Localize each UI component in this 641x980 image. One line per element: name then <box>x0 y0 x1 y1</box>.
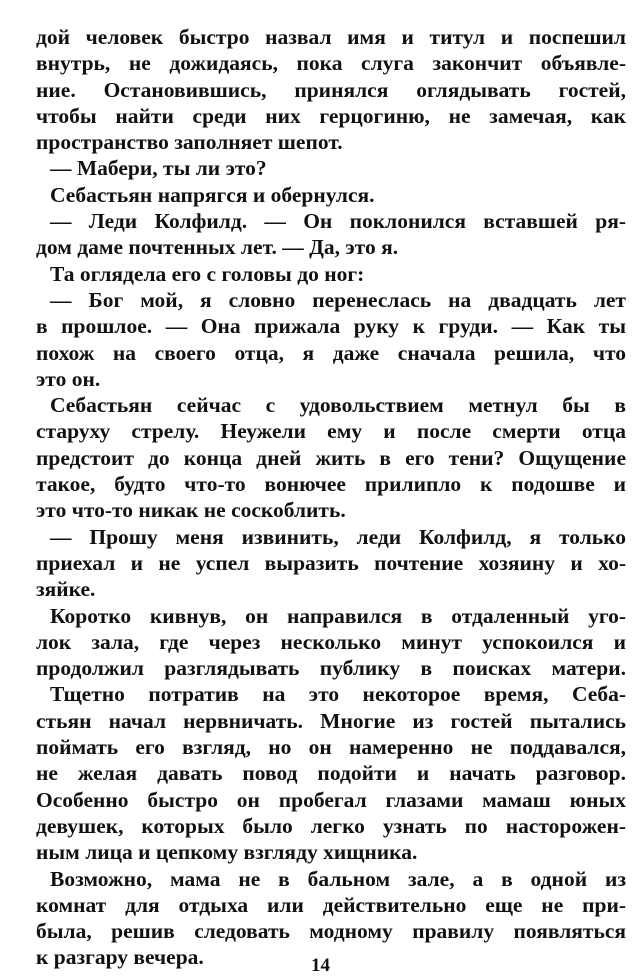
text-line: Себастьян напрягся и обернулся. <box>50 182 375 207</box>
text-line: чтобы найти среди них герцогиню, не замечая, как <box>36 103 626 128</box>
text-line: приехал и не успел выразить почтение хозяину и хо- <box>36 550 626 575</box>
text-line: это что-то никак не соскоблить. <box>36 498 346 523</box>
text-line: — Бог мой, я словно перенеслась на двадцать лет <box>50 287 626 312</box>
text-line: лок зала, где через несколько минут успокоился и <box>36 629 626 654</box>
text-line: стьян начал нервничать. Многие из гостей пытались <box>36 708 626 733</box>
text-line: дом даме почтенных лет. — Да, это я. <box>36 235 399 260</box>
text-line: поймать его взгляд, но он намеренно не поддавался, <box>36 735 626 760</box>
text-line: ным лица и цепкому взгляду хищника. <box>36 840 418 865</box>
text-line: Особенно быстро он пробегал глазами мамаш юных <box>36 787 626 812</box>
text-line: Тщетно потратив на это некоторое время, Себа- <box>50 682 626 707</box>
text-line: — Прошу меня извинить, леди Колфилд, я только <box>50 524 626 549</box>
text-line: была, решив следовать модному правилу появляться <box>36 919 626 944</box>
text-line: Коротко кивнув, он направился в отдаленный уго- <box>50 603 626 628</box>
text-line: такое, будто что-то вонючее прилипло к подошве и <box>36 472 626 497</box>
text-line: Та оглядела его с головы до ног: <box>50 261 365 286</box>
text-line: зяйке. <box>36 577 96 602</box>
text-line: Себастьян сейчас с удовольствием метнул бы в <box>50 393 626 418</box>
text-line: ние. Остановившись, принялся оглядывать гостей, <box>36 77 626 102</box>
text-line: внутрь, не дожидаясь, пока слуга закончит объявле- <box>36 51 626 76</box>
text-line: — Мабери, ты ли это? <box>50 156 267 181</box>
text-line: в прошлое. — Она прижала руку к груди. — Как ты <box>36 314 626 339</box>
text-line: старуху стрелу. Неужели ему и после смерти отца <box>36 419 626 444</box>
text-line: дой человек быстро назвал имя и титул и поспешил <box>36 25 626 49</box>
text-line: комнат для отдыха или действительно еще не при- <box>36 892 626 917</box>
text-line: продолжил разглядывать публику в поисках матери. <box>36 656 626 681</box>
text-line: не желая давать повод подойти и начать разговор. <box>36 761 626 786</box>
text-line: пространство заполняет шепот. <box>36 130 343 155</box>
text-line: к разгару вечера. <box>36 945 204 970</box>
text-line: Возможно, мама не в бальном зале, а в одной из <box>50 866 626 891</box>
text-line: предстоит до конца дней жить в его тени? Ощущение <box>36 445 626 470</box>
text-line: это он. <box>36 366 101 391</box>
page-number: 14 <box>311 955 330 976</box>
text-line: — Леди Колфилд. — Он поклонился вставшей ря- <box>50 209 626 234</box>
text-line: похож на своего отца, я даже сначала решила, что <box>36 340 626 365</box>
text-line: девушек, которых было легко узнать по насторожен- <box>36 813 626 838</box>
